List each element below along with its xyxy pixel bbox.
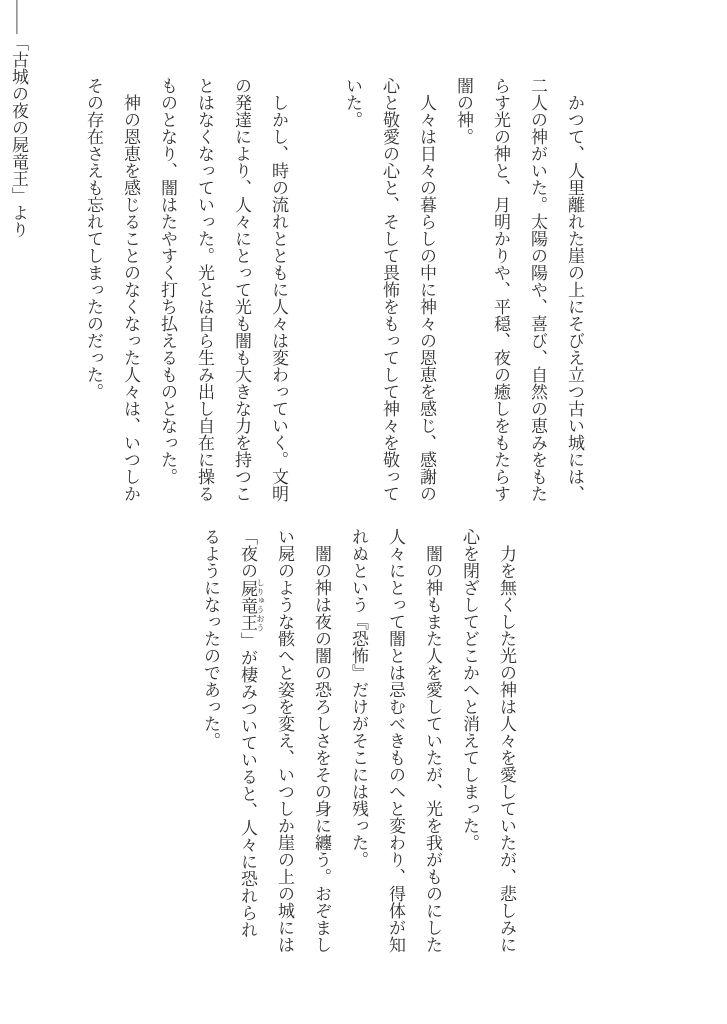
text-line: 神の恩恵を感じることのなくなった人々は、いつしか — [121, 77, 140, 502]
text-line: 力を無くした光の神は人々を愛していたが、悲しみに — [497, 528, 516, 953]
ruby-reading: しりゅうおう — [256, 578, 265, 633]
text-line: 闇の神。 — [454, 77, 473, 145]
text-line: 人々は日々の暮らしの中に神々の恩恵を感じ、感謝の — [417, 77, 436, 502]
story-block-2 — [192, 528, 525, 953]
text-line: 二人の神がいた。太陽の陽や、喜び、自然の恵みをもた — [528, 77, 547, 502]
text-line: とはなくなっていった。光とは自ら生み出し自在に操る — [195, 77, 214, 502]
text-line: 心を閉ざしてどこかへと消えてしまった。 — [460, 528, 479, 851]
text-line: 心と敬愛の心と、そして畏怖をもってして神々を敬って — [380, 77, 399, 502]
ruby-base: 屍竜王 — [238, 578, 257, 633]
text-line: い屍のような骸へと姿を変え、いつしか崖の上の城には — [275, 528, 294, 953]
ruby-line-before: 「夜の — [238, 528, 257, 579]
text-line: らす光の神と、月明かりや、平穏、夜の癒しをもたらす — [491, 77, 510, 502]
text-line: 闇の神は夜の闇の恐ろしさをその身に纏う。おぞまし — [312, 528, 331, 953]
ruby-annotated-title — [238, 578, 265, 633]
text-line: ものとなり、闇はたやすく打ち払えるものとなった。 — [158, 77, 177, 485]
text-line: 人々にとって闇とは忌むべきものへと変わり、得体が知 — [386, 528, 405, 953]
story-block-1 — [75, 77, 593, 502]
text-line: かつて、人里離れた崖の上にそびえ立つ古い城には、 — [565, 77, 584, 502]
ruby-line-after: 」が棲みついていると、人々に恐れられ — [238, 632, 257, 938]
text-line-with-ruby — [229, 528, 266, 953]
text-line: その存在さえも忘れてしまったのだった。 — [84, 77, 103, 400]
blank-line — [297, 77, 334, 502]
text-line: の発達により、人々にとって光も闇も大きな力を持つこ — [232, 77, 251, 502]
text-line: しかし、時の流れとともに人々は変わっていく。文明 — [269, 77, 288, 502]
text-line: 闇の神もまた人を愛していたが、光を我がものにした — [423, 528, 442, 953]
source-attribution: ――「古城の夜の屍竜王」より — [9, 0, 28, 238]
text-line: れぬという『恐怖』だけがそこには残った。 — [349, 528, 368, 868]
text-line: るようになったのであった。 — [201, 528, 220, 749]
text-line: いた。 — [343, 77, 362, 128]
